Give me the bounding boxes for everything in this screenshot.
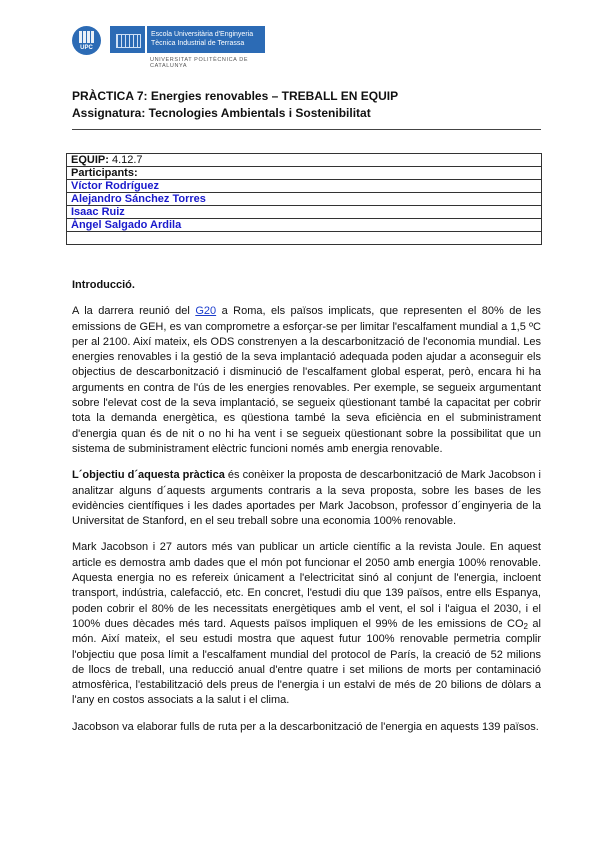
team-table (66, 153, 542, 245)
table-row: Participants: (67, 167, 542, 180)
title-line-2: Assignatura: Tecnologies Ambientals i Sostenibilitat (72, 106, 371, 120)
title-line-1: PRÀCTICA 7: Energies renovables – TREBALL EN EQUIP (72, 89, 399, 103)
participant: Isaac Ruiz (67, 206, 542, 219)
participant: Alejandro Sánchez Torres (67, 193, 542, 206)
table-row (67, 219, 542, 232)
participant: Ángel Salgado Ardila (67, 219, 542, 232)
paragraph: L´objectiu d´aquesta pràctica és conèixer la proposta de descarbonització de Mark Jacobson i analitzar alguns d´aquests arguments contraris a la seva proposta, sobre les bases de les evidències científiques i les dades aportades per Mark Jacobson, professor d´enginyeria de la Universitat de Stanford, en el seu treball sobre una economia 100% renovable. (72, 469, 542, 528)
table-row (67, 180, 542, 193)
school-name: Escola Universitària d'Enginyeria Tècnica Industrial de Terrassa (147, 26, 265, 53)
table-row (67, 232, 542, 245)
table-row (67, 193, 542, 206)
paragraph: Jacobson va elaborar fulls de ruta per a la descarbonització de l'energia en aquests 139 països. (72, 720, 539, 733)
paragraph: A la darrera reunió del G20 a Roma, els països implicats, que representen el 80% de les emissions de GEH, es van comprometre a esforçar-se per limitar l'escalfament mundial a 1,5 ºC per al 2100. Així mateix, els ODS constrenyen a la descarbonització de l'economia mundial. Les energies renovables i la gestió de la seva implantació adequada poden ajudar a aconseguir els objectius de descarbonització i disminució de l'escalfament global esperat, però, encara hi ha arguments en contra de l'ús de les energies renovables. Per exemple, se segueix argumentant sobre l'elevat cost de la seva implantació, se segueix qüestionant també la capacitat per cobrir tota la demanda energètica, es qüestiona també la seva eficiència en el subministrament d'energia quan és de nit o no hi ha vent i se segueix qüestionant sobre la possibilitat que un sistema de subministrament elèctric funcioni només amb energia renovable. (72, 305, 541, 455)
section-heading: Introducció. (72, 279, 135, 291)
upc-logo-icon: UPC (72, 26, 101, 55)
table-row: EQUIP: 4.12.7 (67, 154, 542, 167)
document-title (72, 88, 398, 122)
team-number: 4.12.7 (111, 154, 143, 166)
paragraph: Mark Jacobson i 27 autors més van publicar un article científic a la revista Joule. En aquest article es demostra amb dades que el món pot funcionar el 2050 amb energia 100% renovable. Aquesta energia no es refereix únicament a l'electricitat sinó al conjunt de l'energia, incloent transport, indústria, calefacció, etc. En concret, l'estudi diu que 139 països, entre ells Espanya, poden cobrir el 80% de les necessitats energètiques amb el vent, el sol i l'aigua el 2030, i el 100% dues dècades més tard. Aquests països impliquen el 99% de les emissions de $CO_2$ al món. Així mateix, el seu estudi mostra que aquest futur 100% renovable permetria complir l'objectiu que posa límit a l'escalfament mundial del protocol de París, la creació de 52 milions de llocs de treball, una reducció anual d'entre quatre i set milions de morts per contaminació atmosfèrica, l'estabilització dels preus de l'energia i un estalvi de més de 20 bilions de dòlars a l'any en costos associats a la salut i el clima. (72, 541, 541, 707)
table-row (67, 206, 542, 219)
building-icon (110, 26, 145, 53)
university-name: UNIVERSITAT POLITÈCNICA DE CATALUNYA (150, 57, 249, 69)
university-logo (72, 24, 272, 72)
divider (72, 129, 541, 130)
participant: Víctor Rodríguez (67, 180, 542, 193)
g20-link[interactable]: G20 (195, 305, 217, 318)
document-body (72, 278, 541, 746)
